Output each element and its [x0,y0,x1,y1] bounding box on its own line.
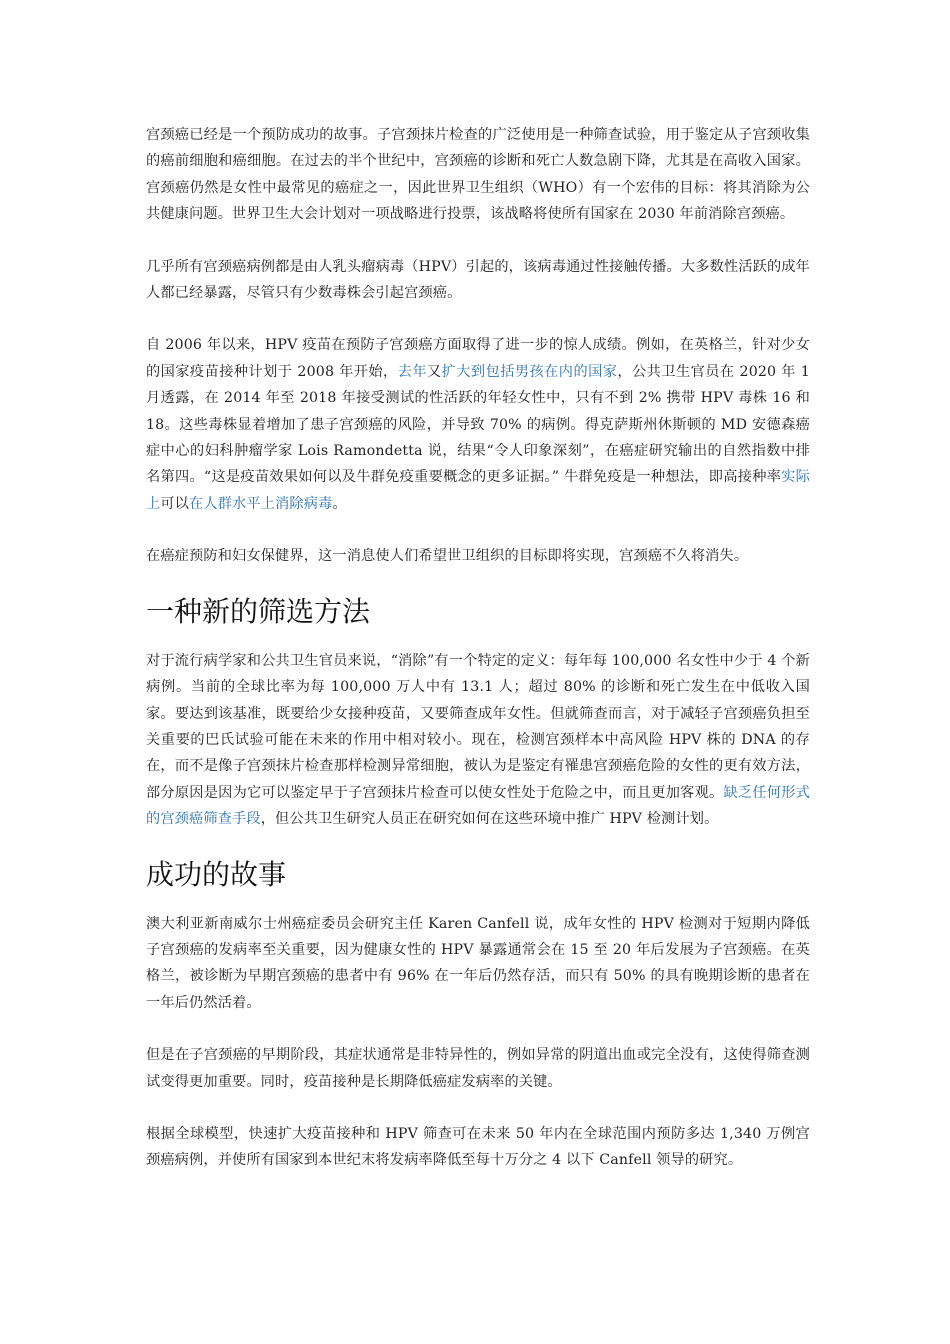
screening-text-2: ，但公共卫生研究人员正在研究如何在这些环境中推广 HPV 检测计划。 [260,811,719,828]
heading-new-screening: 一种新的筛选方法 [146,594,371,628]
heading-success-story: 成功的故事 [146,857,287,891]
link-actually[interactable]: 实际上 [146,469,810,512]
paragraph-hpv-cause: 几乎所有宫颈癌病例都是由人乳头瘤病毒（HPV）引起的，该病毒通过性接触传播。大多数性活跃的成年人都已经暴露，尽管只有少数毒株会引起宫颈癌。 [146,258,810,302]
link-lack-of-screening[interactable]: 缺乏任何形式的宫颈癌筛查手段 [146,784,810,828]
paragraph-screening [146,648,810,833]
vaccine-text-5: 。 [332,495,347,512]
paragraph-hope: 在癌症预防和妇女保健界，这一消息使人们希望世卫组织的目标即将实现，宫颈癌不久将消失。 [146,548,749,565]
paragraph-intro: 宫颈癌已经是一个预防成功的故事。子宫颈抹片检查的广泛使用是一种筛查试验，用于鉴定从子宫颈收集的癌前细胞和癌细胞。在过去的半个世纪中，宫颈癌的诊断和死亡人数急剧下降，尤其是在高收入国家。宫颈癌仍然是女性中最常见的癌症之一，因此世界卫生组织（WHO）有一个宏伟的目标：将其消除为公共健康问题。世界卫生大会计划对一项战略进行投票，该战略将使所有国家在 2030 年前消除宫颈癌。 [146,127,810,223]
paragraph-global-model: 根据全球模型，快速扩大疫苗接种和 HPV 筛查可在未来 50 年内在全球范围内预防多达 1,340 万例宫颈癌病例，并使所有国家到本世纪末将发病率降低至每十万分之 4 以下 Canfell 领导的研究。 [146,1125,810,1169]
vaccine-text-4: 可以 [160,495,190,512]
screening-text-1: 对于流行病学家和公共卫生官员来说，“消除”有一个特定的定义：每年每 100,000 名女性中少于 4 个新病例。当前的全球比率为每 100,000 万人中有 13.1 人；超过 80% 的诊断和死亡发生在中低收入国家。要达到该基准，既要给少女接种疫苗，又要筛查成年女性。但就筛查而言，对于减轻子宫颈癌负担至关重要的巴氏试验可能在未来的作用中相对较小。现在，检测宫颈样本中高风险 HPV 株的 DNA 的存在，而不是像子宫颈抹片检查那样检测异常细胞，被认为是鉴定有罹患宫颈癌危险的女性的更有效方法，部分原因是因为它可以鉴定早于子宫颈抹片检查可以使女性处于危险之中，而且更加客观。 [146,652,810,801]
link-expanded-to-boys[interactable]: 扩大到包括男孩在内的国家 [441,363,618,380]
vaccine-text-1: 自 2006 年以来，HPV 疫苗在预防子宫颈癌方面取得了进一步的惊人成绩。例如，在英格兰，针对少女的国家疫苗接种计划于 2008 年开始， [146,337,810,380]
vaccine-text-2: 又 [426,363,442,380]
link-eliminate-virus[interactable]: 在人群水平上消除病毒 [189,495,333,512]
vaccine-text-3: ，公共卫生官员在 2020 年 1 月透露，在 2014 年至 2018 年接受测试的性活跃的年轻女性中，只有不到 2% 携带 HPV 毒株 16 和 18。这些毒株显着增加了患子宫颈癌的风险，并导致 70% 的病例。得克萨斯州休斯顿的 MD 安德森癌症中心的妇科肿瘤学家 Lois Ramondetta 说，结果“令人印象深刻”，在癌症研究输出的自然指数中排名第四。“这是疫苗效果如何以及牛群免疫重要概念的更多证据。” 牛群免疫是一种想法，即高接种率 [146,363,810,486]
link-last-year[interactable]: 去年 [397,363,427,380]
paragraph-symptoms: 但是在子宫颈癌的早期阶段，其症状通常是非特异性的，例如异常的阴道出血或完全没有，这使得筛查测试变得更加重要。同时，疫苗接种是长期降低癌症发病率的关键。 [146,1047,810,1090]
paragraph-vaccine-results [146,332,810,517]
article-body [146,122,810,1174]
paragraph-canfell: 澳大利亚新南威尔士州癌症委员会研究主任 Karen Canfell 说，成年女性的 HPV 检测对于短期内降低子宫颈癌的发病率至关重要，因为健康女性的 HPV 暴露通常会在 15 至 20 年后发展为子宫颈癌。在英格兰，被诊断为早期宫颈癌的患者中有 96% 在一年后仍然存活，而只有 50% 的具有晚期诊断的患者在一年后仍然活着。 [146,915,810,1011]
